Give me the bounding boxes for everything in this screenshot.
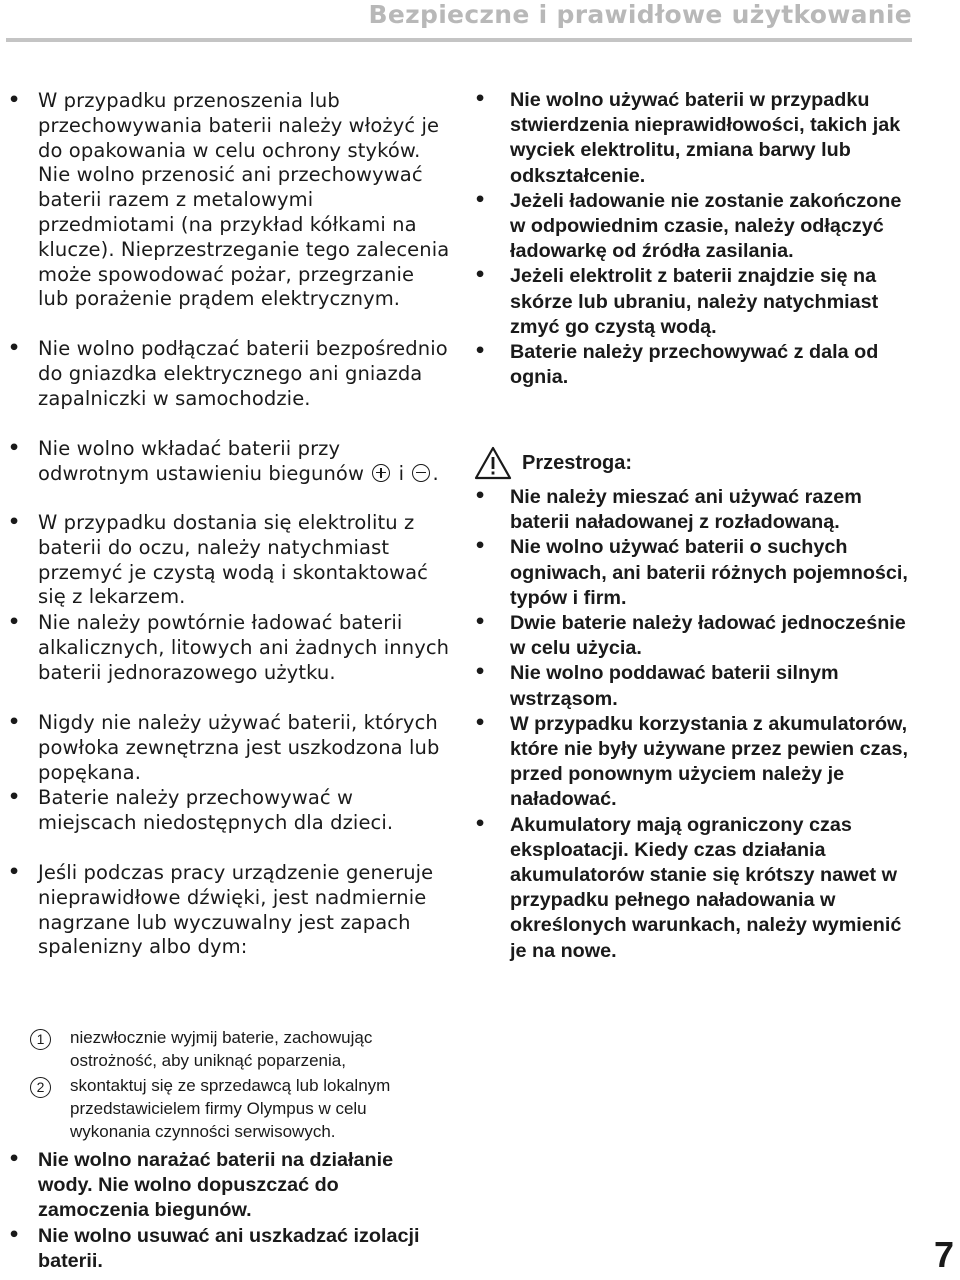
- list-item-text: Nie wolno używać baterii o suchych ogniwach, ani baterii różnych pojemności, typów i firm.: [510, 536, 908, 609]
- list-item: [0, 89, 450, 337]
- step-item: [0, 1074, 450, 1143]
- list-item: [0, 711, 450, 786]
- list-item: [0, 511, 450, 611]
- bullet: •: [474, 812, 487, 835]
- list-item: [472, 813, 912, 964]
- plus-terminal-icon: [372, 464, 390, 482]
- page-header: [0, 0, 960, 44]
- left-column-list: [0, 89, 450, 960]
- bullet: •: [474, 340, 487, 363]
- step-number: 2: [30, 1077, 51, 1098]
- bullet: •: [8, 786, 21, 808]
- list-item: [472, 535, 912, 611]
- step-text: skontaktuj się ze sprzedawcą lub lokalnym przedstawicielem firmy Olympus w celu wykonania czynności serwisowych.: [70, 1076, 391, 1141]
- bullet: •: [474, 264, 487, 287]
- bullet: •: [8, 1223, 21, 1246]
- bullet: •: [474, 661, 487, 684]
- list-item-text: W przypadku przenoszenia lub przechowywania baterii należy włożyć je do opakowania w celu ochrony styków. Nie wolno przenosić ani przechowywać baterii razem z metalowymi przedmiotami (na przykład kółkami na klucze). Nieprzestrzeganie tego zalecenia może spowodować pożar, przegrzanie lub porażenie prądem elektrycznym.: [38, 89, 450, 311]
- list-item-text: [38, 437, 450, 511]
- list-item-text: Jeżeli ładowanie nie zostanie zakończone w odpowiednim czasie, należy odłączyć ładowarkę od źródła zasilania.: [510, 189, 902, 263]
- bullet: •: [8, 711, 21, 733]
- list-item: [0, 337, 450, 437]
- list-item: [0, 861, 450, 960]
- list-item-text: Akumulatory mają ograniczony czas eksploatacji. Kiedy czas działania akumulatorów stanie się krótszy nawet w przypadku pełnego naładowania w określonych warunkach, należy wymienić je na nowe.: [510, 813, 902, 962]
- list-item: [0, 1148, 450, 1224]
- bullet: •: [474, 485, 487, 507]
- caution-label: Przestroga:: [522, 452, 633, 474]
- bullet: •: [8, 1148, 21, 1170]
- list-item: [472, 712, 912, 813]
- bullet: •: [8, 611, 21, 633]
- left-bottom-list: [0, 1148, 450, 1274]
- bullet: •: [474, 711, 487, 734]
- list-item-text: Baterie należy przechowywać w miejscach niedostępnych dla dzieci.: [38, 786, 394, 834]
- list-item-text: Nie wolno używać baterii w przypadku stwierdzenia nieprawidłowości, takich jak wyciek elektrolitu, zmiana barwy lub odkształcenie.: [510, 89, 901, 187]
- list-item: [472, 340, 912, 390]
- caution-list: [472, 485, 912, 964]
- list-item-text: Dwie baterie należy ładować jednocześnie w celu użycia.: [510, 612, 906, 660]
- list-item-text: Jeśli podczas pracy urządzenie generuje nieprawidłowe dźwięki, jest nadmiernie nagrzane lub wyczuwalny jest zapach spalenizny albo dym:: [38, 861, 434, 959]
- list-item-text: Jeżeli elektrolit z baterii znajdzie się na skórze lub ubraniu, należy natychmiast zmyć go czystą wodą.: [510, 265, 879, 338]
- bullet: •: [474, 188, 487, 211]
- step-text: niezwłocznie wyjmij baterie, zachowując ostrożność, aby uniknąć poparzenia,: [70, 1028, 373, 1070]
- list-item-text: Baterie należy przechowywać z dala od ognia.: [510, 341, 879, 389]
- minus-terminal-icon: [412, 464, 430, 482]
- list-item-text: Nie wolno poddawać baterii silnym wstrząsom.: [510, 662, 839, 710]
- list-item-text: W przypadku korzystania z akumulatorów, które nie były używane przez pewien czas, przed ponownym użyciem należy je naładować.: [510, 712, 908, 811]
- caution-heading: [472, 446, 912, 482]
- bullet: •: [8, 511, 21, 533]
- list-item-text: Nie należy powtórnie ładować baterii alkalicznych, litowych ani żadnych innych baterii jednorazowego użytku.: [38, 611, 450, 684]
- list-item: [472, 264, 912, 340]
- list-item: [0, 437, 450, 511]
- section-title: Bezpieczne i prawidłowe użytkowanie: [368, 0, 912, 29]
- list-item: [472, 485, 912, 535]
- numbered-steps: [0, 1026, 450, 1145]
- list-item-text: W przypadku dostania się elektrolitu z baterii do oczu, należy natychmiast przemyć je czystą wodą i skontaktować się z lekarzem.: [38, 511, 428, 609]
- bullet: •: [8, 337, 21, 359]
- bullet: •: [474, 88, 487, 110]
- bullet: •: [474, 611, 487, 634]
- list-item-text: Nie wolno narażać baterii na działanie wody. Nie wolno dopuszczać do zamoczenia biegunów.: [38, 1149, 394, 1222]
- list-item-text: Nie wolno usuwać ani uszkadzać izolacji baterii.: [38, 1224, 420, 1272]
- step-item: [0, 1026, 450, 1072]
- list-item: [472, 661, 912, 711]
- bullet: •: [8, 861, 21, 883]
- bullet: •: [8, 89, 21, 111]
- polarity-conjunction: i: [398, 461, 405, 485]
- list-item: [472, 611, 912, 661]
- bullet: •: [474, 535, 487, 558]
- polarity-text: Nie wolno wkładać baterii przy odwrotnym ustawieniu biegunów: [38, 437, 364, 485]
- polarity-end: .: [432, 461, 439, 485]
- step-number: 1: [30, 1029, 51, 1050]
- list-item: [472, 189, 912, 265]
- list-item: [0, 1224, 450, 1274]
- list-item-text: Nigdy nie należy używać baterii, których powłoka zewnętrzna jest uszkodzona lub popękana.: [38, 711, 440, 784]
- list-item-text: Nie należy mieszać ani używać razem baterii naładowanej z rozładowaną.: [510, 486, 862, 534]
- header-divider: [6, 38, 912, 42]
- right-column-list: [472, 88, 912, 390]
- bullet: •: [8, 437, 21, 459]
- list-item: [0, 786, 450, 861]
- list-item: [0, 611, 450, 711]
- page-number: 7: [933, 1234, 954, 1275]
- list-item-text: Nie wolno podłączać baterii bezpośrednio do gniazdka elektrycznego ani gniazda zapalniczki w samochodzie.: [38, 337, 448, 410]
- warning-triangle-icon: [474, 446, 512, 480]
- list-item: [472, 88, 912, 189]
